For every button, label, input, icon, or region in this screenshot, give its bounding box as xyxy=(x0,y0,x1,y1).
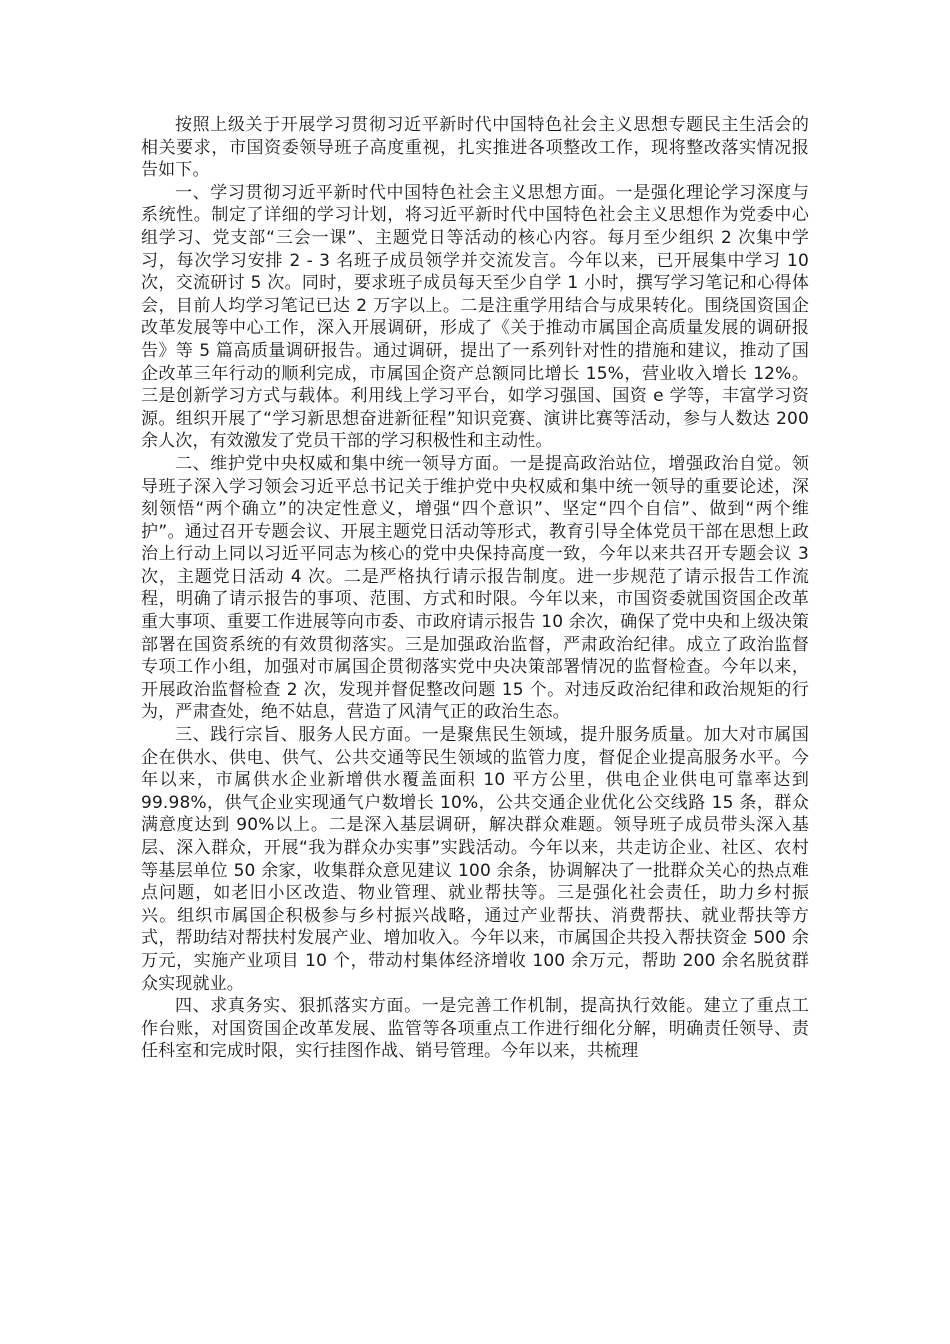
document-page xyxy=(141,114,809,1063)
section-4-paragraph: 四、求真务实、狠抓落实方面。一是完善工作机制，提高执行效能。建立了重点工作台账，对国资国企改革发展、监管等各项重点工作进行细化分解，明确责任领导、责任科室和完成时限，实行挂图作战、销号管理。今年以来，共梳理 xyxy=(141,996,809,1062)
intro-paragraph: 按照上级关于开展学习贯彻习近平新时代中国特色社会主义思想专题民主生活会的相关要求，市国资委领导班子高度重视，扎实推进各项整改工作，现将整改落实情况报告如下。 xyxy=(141,115,809,181)
section-1-paragraph: 一、学习贯彻习近平新时代中国特色社会主义思想方面。一是强化理论学习深度与系统性。制定了详细的学习计划，将习近平新时代中国特色社会主义思想作为党委中心组学习、党支部“三会一课”、主题党日等活动的核心内容。每月至少组织 2 次集中学习，每次学习安排 2 - 3 名班子成员领学并交流发言。今年以来，已开展集中学习 10 次，交流研讨 5 次。同时，要求班子成员每天至少自学 1 小时，撰写学习笔记和心得体会，目前人均学习笔记已达 2 万字以上。二是注重学用结合与成果转化。围绕国资国企改革发展等中心工作，深入开展调研，形成了《关于推动市属国企高质量发展的调研报告》等 5 篇高质量调研报告。通过调研，提出了一系列针对性的措施和建议，推动了国企改革三年行动的顺利完成，市属国企资产总额同比增长 15%，营业收入增长 12%。三是创新学习方式与载体。利用线上学习平台，如学习强国、国资 e 学等，丰富学习资源。组织开展了“学习新思想奋进新征程”知识竞赛、演讲比赛等活动，参与人数达 200 余人次，有效激发了党员干部的学习积极性和主动性。 xyxy=(141,182,809,452)
section-3-paragraph: 三、践行宗旨、服务人民方面。一是聚焦民生领域，提升服务质量。加大对市属国企在供水、供电、供气、公共交通等民生领域的监管力度，督促企业提高服务水平。今年以来，市属供水企业新增供水覆盖面积 10 平方公里，供电企业供电可靠率达到 99.98%，供气企业实现通气户数增长 10%，公共交通企业优化公交线路 15 条，群众满意度达到 90%以上。二是深入基层调研，解决群众难题。领导班子成员带头深入基层、深入群众，开展“我为群众办实事”实践活动。今年以来，共走访企业、社区、农村等基层单位 50 余家，收集群众意见建议 100 余条，协调解决了一批群众关心的热点难点问题，如老旧小区改造、物业管理、就业帮扶等。三是强化社会责任，助力乡村振兴。组织市属国企积极参与乡村振兴战略，通过产业帮扶、消费帮扶、就业帮扶等方式，帮助结对帮扶村发展产业、增加收入。今年以来，市属国企共投入帮扶资金 500 余万元，实施产业项目 10 个，带动村集体经济增收 100 余万元，帮助 200 余名脱贫群众实现就业。 xyxy=(141,725,809,994)
section-2-paragraph: 二、维护党中央权威和集中统一领导方面。一是提高政治站位，增强政治自觉。领导班子深入学习领会习近平总书记关于维护党中央权威和集中统一领导的重要论述，深刻领悟“两个确立”的决定性意义，增强“四个意识”、坚定“四个自信”、做到“两个维护”。通过召开专题会议、开展主题党日活动等形式，教育引导全体党员干部在思想上政治上行动上同以习近平同志为核心的党中央保持高度一致，今年以来共召开专题会议 3 次，主题党日活动 4 次。二是严格执行请示报告制度。进一步规范了请示报告工作流程，明确了请示报告的事项、范围、方式和时限。今年以来，市国资委就国资国企改革重大事项、重要工作进展等向市委、市政府请示报告 10 余次，确保了党中央和上级决策部署在国资系统的有效贯彻落实。三是加强政治监督，严肃政治纪律。成立了政治监督专项工作小组，加强对市属国企贯彻落实党中央决策部署情况的监督检查。今年以来，开展政治监督检查 2 次，发现并督促整改问题 15 个。对违反政治纪律和政治规矩的行为，严肃查处，绝不姑息，营造了风清气正的政治生态。 xyxy=(141,453,809,723)
